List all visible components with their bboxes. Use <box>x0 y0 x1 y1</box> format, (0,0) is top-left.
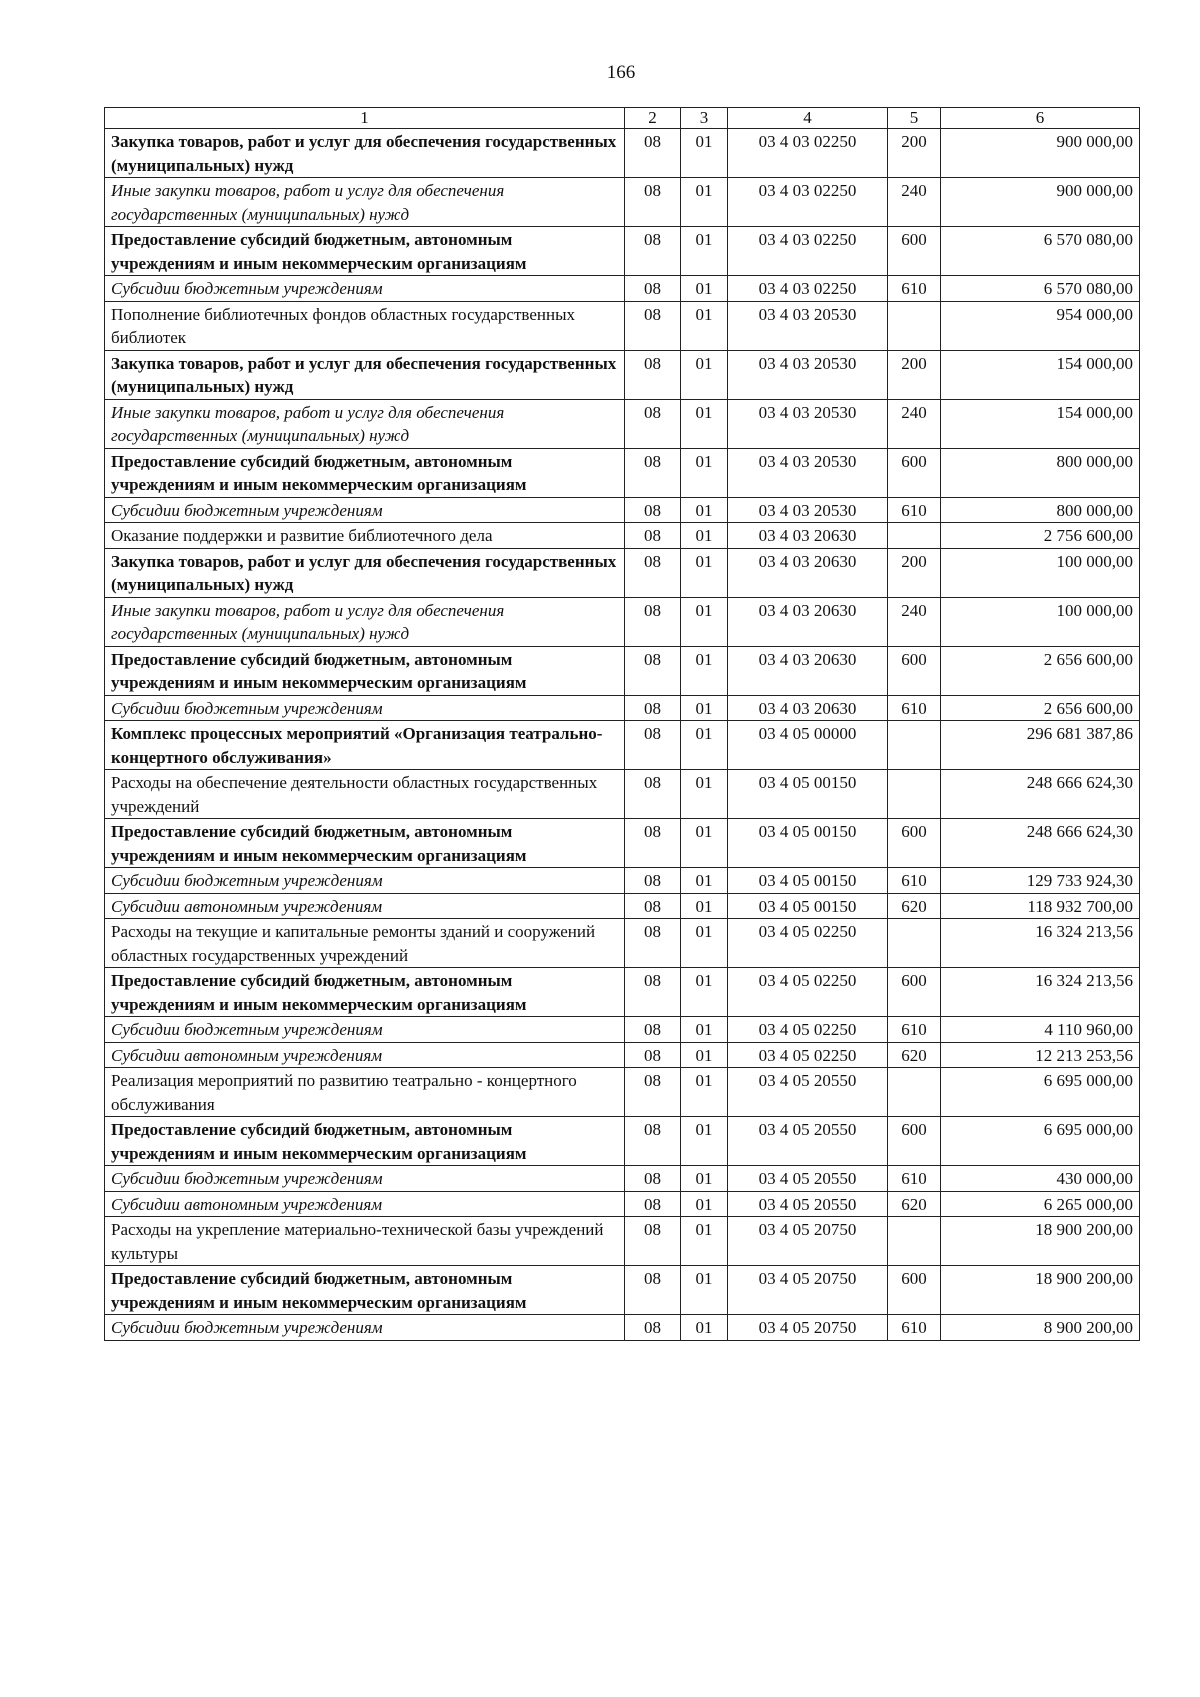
header-col-1: 1 <box>105 108 625 129</box>
row-expense-type <box>888 301 941 350</box>
table-row <box>105 919 1140 968</box>
row-target-article: 03 4 05 00150 <box>728 868 888 894</box>
row-expense-type: 600 <box>888 448 941 497</box>
row-amount: 6 695 000,00 <box>941 1117 1140 1166</box>
row-section: 08 <box>625 1217 681 1266</box>
row-name: Иные закупки товаров, работ и услуг для обеспечения государственных (муниципальных) нужд <box>105 597 625 646</box>
row-name: Субсидии автономным учреждениям <box>105 1191 625 1217</box>
row-name: Субсидии бюджетным учреждениям <box>105 1017 625 1043</box>
row-expense-type: 240 <box>888 178 941 227</box>
row-expense-type: 600 <box>888 646 941 695</box>
row-amount: 6 695 000,00 <box>941 1068 1140 1117</box>
row-amount: 4 110 960,00 <box>941 1017 1140 1043</box>
row-amount: 154 000,00 <box>941 350 1140 399</box>
row-name: Пополнение библиотечных фондов областных государственных библиотек <box>105 301 625 350</box>
row-expense-type: 600 <box>888 227 941 276</box>
row-section: 08 <box>625 350 681 399</box>
row-expense-type: 600 <box>888 819 941 868</box>
row-name: Расходы на обеспечение деятельности областных государственных учреждений <box>105 770 625 819</box>
row-subsection: 01 <box>681 597 728 646</box>
table-row <box>105 770 1140 819</box>
row-target-article: 03 4 05 02250 <box>728 919 888 968</box>
row-name: Субсидии бюджетным учреждениям <box>105 1315 625 1341</box>
table-header-row <box>105 108 1140 129</box>
row-amount: 100 000,00 <box>941 548 1140 597</box>
row-name: Закупка товаров, работ и услуг для обеспечения государственных (муниципальных) нужд <box>105 129 625 178</box>
row-subsection: 01 <box>681 178 728 227</box>
table-row <box>105 597 1140 646</box>
row-subsection: 01 <box>681 227 728 276</box>
table-row <box>105 1315 1140 1341</box>
row-amount: 2 756 600,00 <box>941 523 1140 549</box>
row-section: 08 <box>625 227 681 276</box>
row-target-article: 03 4 03 20630 <box>728 548 888 597</box>
row-expense-type: 610 <box>888 1166 941 1192</box>
row-expense-type <box>888 1217 941 1266</box>
row-expense-type <box>888 1068 941 1117</box>
table-row <box>105 1266 1140 1315</box>
row-name: Предоставление субсидий бюджетным, автономным учреждениям и иным некоммерческим организациям <box>105 227 625 276</box>
row-name: Субсидии автономным учреждениям <box>105 893 625 919</box>
row-expense-type <box>888 523 941 549</box>
row-subsection: 01 <box>681 129 728 178</box>
row-subsection: 01 <box>681 1117 728 1166</box>
header-col-5: 5 <box>888 108 941 129</box>
row-section: 08 <box>625 301 681 350</box>
table-row <box>105 695 1140 721</box>
row-amount: 18 900 200,00 <box>941 1217 1140 1266</box>
row-section: 08 <box>625 1166 681 1192</box>
row-name: Предоставление субсидий бюджетным, автономным учреждениям и иным некоммерческим организациям <box>105 448 625 497</box>
header-col-4: 4 <box>728 108 888 129</box>
row-amount: 8 900 200,00 <box>941 1315 1140 1341</box>
row-name: Предоставление субсидий бюджетным, автономным учреждениям и иным некоммерческим организациям <box>105 1117 625 1166</box>
row-amount: 100 000,00 <box>941 597 1140 646</box>
row-subsection: 01 <box>681 968 728 1017</box>
table-row <box>105 497 1140 523</box>
row-section: 08 <box>625 1315 681 1341</box>
row-name: Расходы на текущие и капитальные ремонты зданий и сооружений областных государственных учреждений <box>105 919 625 968</box>
row-amount: 118 932 700,00 <box>941 893 1140 919</box>
row-expense-type: 610 <box>888 1315 941 1341</box>
row-amount: 6 265 000,00 <box>941 1191 1140 1217</box>
row-amount: 12 213 253,56 <box>941 1042 1140 1068</box>
row-target-article: 03 4 05 20550 <box>728 1068 888 1117</box>
row-section: 08 <box>625 1266 681 1315</box>
row-amount: 18 900 200,00 <box>941 1266 1140 1315</box>
row-subsection: 01 <box>681 350 728 399</box>
table-row <box>105 968 1140 1017</box>
row-target-article: 03 4 05 00150 <box>728 893 888 919</box>
row-expense-type: 620 <box>888 1191 941 1217</box>
row-target-article: 03 4 05 20750 <box>728 1217 888 1266</box>
row-subsection: 01 <box>681 919 728 968</box>
row-amount: 2 656 600,00 <box>941 646 1140 695</box>
row-expense-type: 600 <box>888 968 941 1017</box>
row-target-article: 03 4 05 20750 <box>728 1266 888 1315</box>
row-expense-type: 600 <box>888 1266 941 1315</box>
row-name: Расходы на укрепление материально-технической базы учреждений культуры <box>105 1217 625 1266</box>
row-expense-type <box>888 721 941 770</box>
table-row <box>105 1117 1140 1166</box>
row-target-article: 03 4 03 20530 <box>728 399 888 448</box>
row-target-article: 03 4 03 20630 <box>728 523 888 549</box>
row-subsection: 01 <box>681 721 728 770</box>
row-subsection: 01 <box>681 448 728 497</box>
row-section: 08 <box>625 129 681 178</box>
row-target-article: 03 4 03 20630 <box>728 597 888 646</box>
row-section: 08 <box>625 868 681 894</box>
row-name: Субсидии бюджетным учреждениям <box>105 1166 625 1192</box>
row-subsection: 01 <box>681 1315 728 1341</box>
row-section: 08 <box>625 523 681 549</box>
row-subsection: 01 <box>681 695 728 721</box>
table-row <box>105 548 1140 597</box>
row-expense-type: 610 <box>888 868 941 894</box>
row-section: 08 <box>625 1042 681 1068</box>
table-row <box>105 868 1140 894</box>
row-section: 08 <box>625 1068 681 1117</box>
budget-table <box>104 107 1140 1341</box>
row-target-article: 03 4 05 20550 <box>728 1191 888 1217</box>
row-expense-type: 610 <box>888 497 941 523</box>
table-row <box>105 1191 1140 1217</box>
row-subsection: 01 <box>681 1266 728 1315</box>
row-target-article: 03 4 03 20530 <box>728 497 888 523</box>
row-expense-type: 610 <box>888 276 941 302</box>
row-name: Предоставление субсидий бюджетным, автономным учреждениям и иным некоммерческим организациям <box>105 646 625 695</box>
header-col-3: 3 <box>681 108 728 129</box>
row-subsection: 01 <box>681 523 728 549</box>
row-expense-type: 240 <box>888 597 941 646</box>
row-subsection: 01 <box>681 1166 728 1192</box>
row-amount: 248 666 624,30 <box>941 770 1140 819</box>
row-amount: 6 570 080,00 <box>941 276 1140 302</box>
row-section: 08 <box>625 968 681 1017</box>
row-name: Субсидии бюджетным учреждениям <box>105 276 625 302</box>
row-amount: 900 000,00 <box>941 129 1140 178</box>
row-expense-type: 620 <box>888 1042 941 1068</box>
row-target-article: 03 4 03 20630 <box>728 646 888 695</box>
row-subsection: 01 <box>681 399 728 448</box>
table-row <box>105 178 1140 227</box>
row-amount: 900 000,00 <box>941 178 1140 227</box>
row-target-article: 03 4 03 02250 <box>728 129 888 178</box>
table-row <box>105 301 1140 350</box>
row-expense-type: 240 <box>888 399 941 448</box>
row-expense-type: 610 <box>888 1017 941 1043</box>
row-subsection: 01 <box>681 1068 728 1117</box>
row-amount: 800 000,00 <box>941 448 1140 497</box>
row-target-article: 03 4 05 20750 <box>728 1315 888 1341</box>
row-section: 08 <box>625 695 681 721</box>
table-row <box>105 1166 1140 1192</box>
row-name: Субсидии бюджетным учреждениям <box>105 868 625 894</box>
row-name: Оказание поддержки и развитие библиотечного дела <box>105 523 625 549</box>
row-name: Предоставление субсидий бюджетным, автономным учреждениям и иным некоммерческим организациям <box>105 968 625 1017</box>
table-row <box>105 227 1140 276</box>
row-target-article: 03 4 05 20550 <box>728 1117 888 1166</box>
row-name: Реализация мероприятий по развитию театрально - концертного обслуживания <box>105 1068 625 1117</box>
page-number: 166 <box>606 62 636 83</box>
row-amount: 2 656 600,00 <box>941 695 1140 721</box>
table-row <box>105 276 1140 302</box>
row-amount: 16 324 213,56 <box>941 968 1140 1017</box>
row-name: Предоставление субсидий бюджетным, автономным учреждениям и иным некоммерческим организациям <box>105 819 625 868</box>
table-row <box>105 893 1140 919</box>
row-section: 08 <box>625 1117 681 1166</box>
row-section: 08 <box>625 721 681 770</box>
row-expense-type <box>888 919 941 968</box>
row-amount: 296 681 387,86 <box>941 721 1140 770</box>
row-amount: 154 000,00 <box>941 399 1140 448</box>
row-subsection: 01 <box>681 1017 728 1043</box>
row-section: 08 <box>625 399 681 448</box>
table-row <box>105 350 1140 399</box>
row-target-article: 03 4 03 02250 <box>728 227 888 276</box>
row-section: 08 <box>625 1017 681 1043</box>
row-section: 08 <box>625 819 681 868</box>
row-target-article: 03 4 03 20530 <box>728 301 888 350</box>
row-expense-type: 600 <box>888 1117 941 1166</box>
row-name: Закупка товаров, работ и услуг для обеспечения государственных (муниципальных) нужд <box>105 350 625 399</box>
row-target-article: 03 4 03 20630 <box>728 695 888 721</box>
table-row <box>105 1017 1140 1043</box>
row-section: 08 <box>625 919 681 968</box>
row-name: Закупка товаров, работ и услуг для обеспечения государственных (муниципальных) нужд <box>105 548 625 597</box>
row-section: 08 <box>625 178 681 227</box>
row-subsection: 01 <box>681 1217 728 1266</box>
row-target-article: 03 4 05 00000 <box>728 721 888 770</box>
row-subsection: 01 <box>681 276 728 302</box>
table-row <box>105 1068 1140 1117</box>
row-amount: 6 570 080,00 <box>941 227 1140 276</box>
table-row <box>105 1042 1140 1068</box>
row-name: Субсидии бюджетным учреждениям <box>105 695 625 721</box>
row-subsection: 01 <box>681 868 728 894</box>
table-row <box>105 819 1140 868</box>
row-subsection: 01 <box>681 497 728 523</box>
table-row <box>105 129 1140 178</box>
table-row <box>105 1217 1140 1266</box>
row-section: 08 <box>625 448 681 497</box>
row-name: Комплекс процессных мероприятий «Организация театрально-концертного обслуживания» <box>105 721 625 770</box>
row-target-article: 03 4 03 02250 <box>728 276 888 302</box>
row-amount: 800 000,00 <box>941 497 1140 523</box>
row-expense-type: 200 <box>888 129 941 178</box>
row-expense-type: 200 <box>888 548 941 597</box>
row-subsection: 01 <box>681 548 728 597</box>
row-subsection: 01 <box>681 819 728 868</box>
table-row <box>105 399 1140 448</box>
row-expense-type: 610 <box>888 695 941 721</box>
row-subsection: 01 <box>681 1042 728 1068</box>
row-subsection: 01 <box>681 770 728 819</box>
row-section: 08 <box>625 276 681 302</box>
header-col-2: 2 <box>625 108 681 129</box>
row-target-article: 03 4 05 02250 <box>728 1042 888 1068</box>
row-subsection: 01 <box>681 301 728 350</box>
row-amount: 16 324 213,56 <box>941 919 1140 968</box>
row-subsection: 01 <box>681 893 728 919</box>
header-col-6: 6 <box>941 108 1140 129</box>
row-subsection: 01 <box>681 646 728 695</box>
row-section: 08 <box>625 893 681 919</box>
row-section: 08 <box>625 548 681 597</box>
row-section: 08 <box>625 770 681 819</box>
table-row <box>105 448 1140 497</box>
row-target-article: 03 4 03 02250 <box>728 178 888 227</box>
row-section: 08 <box>625 597 681 646</box>
row-amount: 430 000,00 <box>941 1166 1140 1192</box>
row-target-article: 03 4 05 02250 <box>728 968 888 1017</box>
row-target-article: 03 4 05 20550 <box>728 1166 888 1192</box>
row-expense-type: 620 <box>888 893 941 919</box>
row-name: Субсидии автономным учреждениям <box>105 1042 625 1068</box>
row-name: Субсидии бюджетным учреждениям <box>105 497 625 523</box>
row-target-article: 03 4 05 02250 <box>728 1017 888 1043</box>
row-section: 08 <box>625 646 681 695</box>
row-subsection: 01 <box>681 1191 728 1217</box>
row-expense-type: 200 <box>888 350 941 399</box>
row-section: 08 <box>625 1191 681 1217</box>
row-amount: 129 733 924,30 <box>941 868 1140 894</box>
row-target-article: 03 4 03 20530 <box>728 350 888 399</box>
table-row <box>105 721 1140 770</box>
row-name: Иные закупки товаров, работ и услуг для обеспечения государственных (муниципальных) нужд <box>105 178 625 227</box>
row-amount: 248 666 624,30 <box>941 819 1140 868</box>
row-section: 08 <box>625 497 681 523</box>
table-row <box>105 646 1140 695</box>
row-amount: 954 000,00 <box>941 301 1140 350</box>
row-target-article: 03 4 03 20530 <box>728 448 888 497</box>
row-name: Иные закупки товаров, работ и услуг для обеспечения государственных (муниципальных) нужд <box>105 399 625 448</box>
table-row <box>105 523 1140 549</box>
row-name: Предоставление субсидий бюджетным, автономным учреждениям и иным некоммерческим организациям <box>105 1266 625 1315</box>
row-expense-type <box>888 770 941 819</box>
row-target-article: 03 4 05 00150 <box>728 819 888 868</box>
row-target-article: 03 4 05 00150 <box>728 770 888 819</box>
